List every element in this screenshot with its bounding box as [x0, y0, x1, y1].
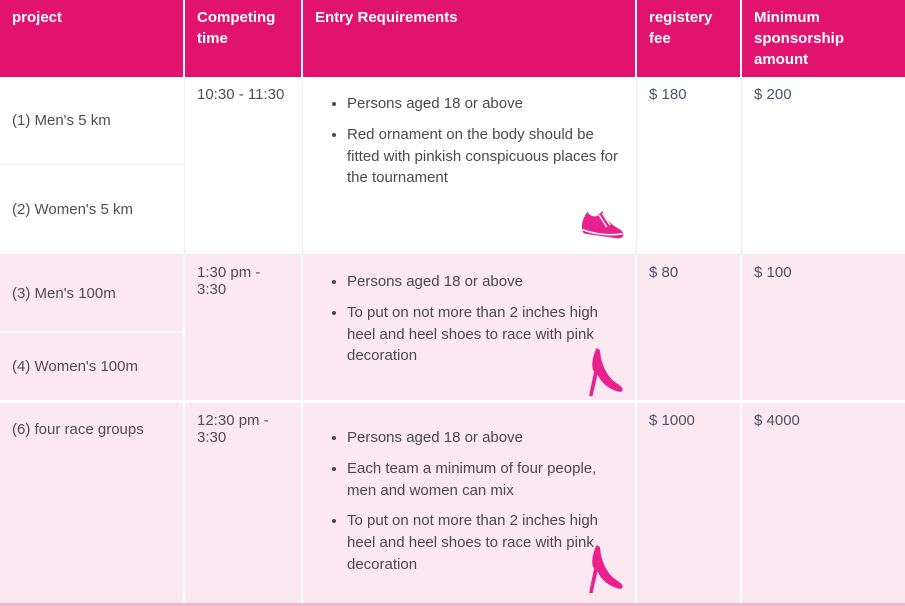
- requirement-item: • Persons aged 18 or above: [347, 427, 621, 449]
- requirements-cell: [303, 77, 637, 255]
- sponsorship-cell: $ 100: [742, 255, 905, 403]
- table-row: [0, 403, 905, 603]
- project-cell: (6) four race groups: [0, 403, 185, 603]
- requirements-cell: [303, 403, 637, 603]
- requirement-item: • Each team a minimum of four people, men and women can mix: [347, 458, 621, 502]
- requirements-list: [317, 93, 622, 189]
- requirement-item: • Red ornament on the body should be fitted with pinkish conspicuous places for the tournament: [347, 124, 622, 189]
- requirement-item: • Persons aged 18 or above: [347, 93, 622, 115]
- project-cell: (2) Women's 5 km: [0, 165, 185, 255]
- requirement-item: • To put on not more than 2 inches high heel and heel shoes to race with pink decoration: [347, 510, 621, 575]
- column-header-entry-requirements: Entry Requirements: [303, 0, 637, 77]
- header-row: [0, 0, 905, 77]
- high-heel-icon: [585, 346, 625, 398]
- fee-cell: $ 1000: [637, 403, 742, 603]
- fee-cell: $ 180: [637, 77, 742, 255]
- sponsorship-cell: $ 200: [742, 77, 905, 255]
- column-header-registery-fee: registery fee: [637, 0, 742, 77]
- running-shoe-icon: [577, 205, 628, 243]
- time-cell: 10:30 - 11:30: [185, 77, 303, 255]
- requirements-list: [317, 427, 621, 576]
- table-row: [0, 255, 905, 333]
- requirement-item: • To put on not more than 2 inches high heel and heel shoes to race with pink decoration: [347, 302, 621, 367]
- fee-cell: $ 80: [637, 255, 742, 403]
- column-header-competing-time: Competing time: [185, 0, 303, 77]
- requirements-list: [317, 271, 621, 367]
- column-header-min-sponsorship: Minimum sponsorship amount: [742, 0, 905, 77]
- project-cell: (4) Women's 100m: [0, 333, 185, 403]
- requirement-item: • Persons aged 18 or above: [347, 271, 621, 293]
- time-cell: 1:30 pm - 3:30: [185, 255, 303, 403]
- requirements-cell: [303, 255, 637, 403]
- project-cell: (3) Men's 100m: [0, 255, 185, 333]
- time-cell: 12:30 pm - 3:30: [185, 403, 303, 603]
- sponsorship-cell: $ 4000: [742, 403, 905, 603]
- project-cell: (1) Men's 5 km: [0, 77, 185, 165]
- high-heel-icon: [585, 543, 625, 595]
- column-header-project: project: [0, 0, 185, 77]
- table-row: [0, 77, 905, 165]
